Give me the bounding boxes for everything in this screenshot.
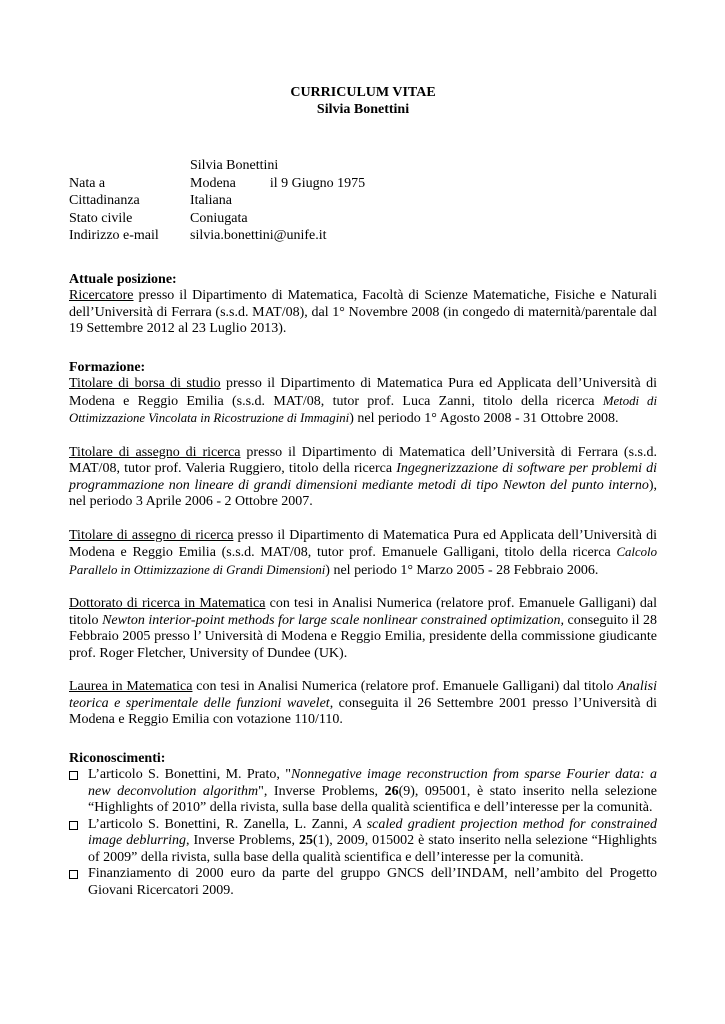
- email-value: silvia.bonettini@unife.it: [190, 228, 327, 243]
- checkbox-bullet-icon: [69, 821, 78, 830]
- position-role: Ricercatore: [69, 288, 134, 303]
- info-label: Nata a: [69, 175, 106, 191]
- education-item: Titolare di assegno di ricerca presso il Dipartimento di Matematica dell’Università di Ferrara (s.s.d. MAT/08, tutor prof. Valeria Ruggiero, titolo della ricerca Ingegnerizzazione di software per problemi di programmazione non lineare di grandi dimensioni mediante metodi di tipo Newton del punto interno), nel periodo 3 Aprile 2006 - 2 Ottobre 2007.: [69, 444, 658, 509]
- education-item: Titolare di borsa di studio presso il Dipartimento di Matematica Pura ed Applicata dell’Università di Modena e Reggio Emilia (s.s.d. MAT/08, tutor prof. Luca Zanni, titolo della ricerca Metodi di Ottimizzazione Vincolata in Ricostruzione di Immagini) nel periodo 1° Agosto 2008 - 31 Ottobre 2008.: [69, 376, 657, 426]
- position-paragraph: Ricercatore presso il Dipartimento di Matematica, Facoltà di Scienze Matematiche, Fisiche e Naturali dell’Università di Ferrara (s.s.d. MAT/08), dal 1° Novembre 2008 (in congedo di maternità/parentale dal 19 Settembre 2012 al 23 Luglio 2013).: [69, 288, 657, 336]
- recognitions-heading: Riconoscimenti:: [69, 750, 166, 766]
- info-value: Coniugata: [190, 210, 248, 226]
- info-row: [69, 211, 657, 229]
- list-item: Finanziamento di 2000 euro da parte del gruppo GNCS dell’INDAM, nell’ambito del Progetto Giovani Ricercatori 2009.: [69, 866, 657, 899]
- education-item: Titolare di assegno di ricerca presso il Dipartimento di Matematica Pura ed Applicata dell’Università di Modena e Reggio Emilia (s.s.d. MAT/08, tutor prof. Emanuele Galligani, titolo della ricerca Calcolo Parallelo in Ottimizzazione di Grandi Dimensioni) nel periodo 1° Marzo 2005 - 28 Febbraio 2006.: [69, 527, 657, 578]
- document-title: CURRICULUM VITAE: [290, 85, 436, 100]
- education-heading: Formazione:: [69, 359, 146, 375]
- document-subtitle: Silvia Bonettini: [316, 102, 410, 117]
- person-name: Silvia Bonettini: [190, 158, 279, 173]
- position-heading: Attuale posizione:: [69, 271, 177, 287]
- list-item: L’articolo S. Bonettini, M. Prato, "Nonnegative image reconstruction from sparse Fourier data: a new deconvolution algorithm", Inverse Problems, 26(9), 095001, è stato inserito nella selezione “Highlights of 2010” della rivista, sulla base della qualità scientifica e dell’interesse per la comunità.: [69, 767, 657, 817]
- list-item: L’articolo S. Bonettini, R. Zanella, L. Zanni, A scaled gradient projection method for constrained image deblurring, Inverse Problems, 25(1), 2009, 015002 è stato inserito nella selezione “Highlights of 2009” della rivista, sulla base della qualità scientifica e dell’interesse per la comunità.: [69, 817, 657, 867]
- info-value: Italiana: [190, 193, 232, 208]
- birth-date: il 9 Giugno 1975: [269, 175, 366, 191]
- personal-info: [69, 158, 657, 246]
- info-row: [69, 176, 657, 194]
- checkbox-bullet-icon: [69, 870, 78, 879]
- checkbox-bullet-icon: [69, 771, 78, 780]
- info-label: Cittadinanza: [69, 193, 140, 208]
- education-item: Dottorato di ricerca in Matematica con tesi in Analisi Numerica (relatore prof. Emanuele Galligani) dal titolo Newton interior-point methods for large scale nonlinear constrained optimization, conseguito il 28 Febbraio 2005 presso l’ Università di Modena e Reggio Emilia, presidente della commissione giudicante prof. Roger Fletcher, University of Dundee (UK).: [69, 596, 657, 661]
- cv-page: [69, 84, 657, 899]
- education-item: Laurea in Matematica con tesi in Analisi Numerica (relatore prof. Emanuele Galligani) dal titolo Analisi teorica e sperimentale delle funzioni wavelet, conseguita il 26 Settembre 2001 presso l’Università di Modena e Reggio Emilia con votazione 110/110.: [69, 679, 657, 727]
- info-row: [69, 193, 657, 211]
- name-row: [69, 158, 657, 176]
- recognitions-list: [69, 767, 657, 899]
- info-value: Modena: [190, 175, 236, 191]
- info-row: [69, 228, 657, 246]
- info-label: Indirizzo e-mail: [69, 228, 159, 243]
- info-label: Stato civile: [69, 210, 133, 226]
